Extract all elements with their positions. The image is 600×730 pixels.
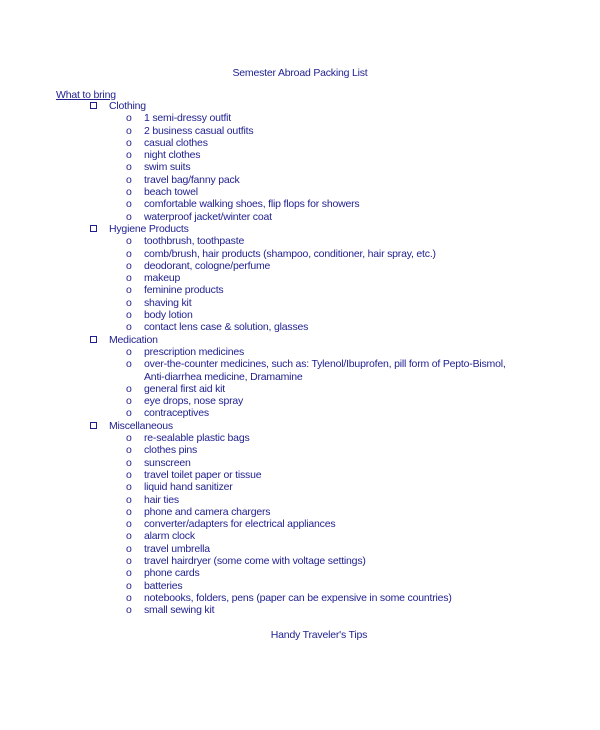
list-item	[0, 125, 600, 137]
list-item-text: contact lens case & solution, glasses	[144, 321, 309, 334]
bullet-marker: o	[126, 456, 132, 469]
list-item-text: phone cards	[144, 567, 200, 580]
bullet-marker: o	[126, 382, 132, 395]
list-item-text: liquid hand sanitizer	[144, 481, 233, 494]
bullet-marker: o	[126, 505, 132, 518]
list-item	[0, 407, 600, 419]
list-item-text: over-the-counter medicines, such as: Tylenol/Ibuprofen, pill form of Pepto-Bismol, Anti-diarrhea medicine, Dramamine	[144, 358, 506, 383]
list-item-text: toothbrush, toothpaste	[144, 235, 245, 248]
bullet-marker: o	[126, 395, 132, 408]
list-item-text: shaving kit	[144, 296, 192, 309]
category-heading	[0, 334, 600, 346]
bullet-marker: o	[126, 272, 132, 285]
bullet-marker: o	[126, 407, 132, 420]
list-item-text: beach towel	[144, 186, 198, 199]
list-item-text: travel hairdryer (some come with voltage settings)	[144, 554, 366, 567]
bullet-marker: o	[126, 432, 132, 445]
list-item	[0, 284, 600, 296]
bullet-marker: o	[126, 358, 132, 371]
category-label: Hygiene Products	[109, 222, 189, 235]
bullet-marker: o	[126, 124, 132, 137]
checkbox-square-icon	[90, 102, 97, 109]
bullet-marker: o	[126, 345, 132, 358]
list-item	[0, 383, 600, 395]
list-item-text: 1 semi-dressy outfit	[144, 112, 232, 125]
bullet-marker: o	[126, 591, 132, 604]
list-item-text: re-sealable plastic bags	[144, 432, 250, 445]
list-item	[0, 309, 600, 321]
category-heading	[0, 223, 600, 235]
list-item-text: makeup	[144, 272, 181, 285]
bullet-marker: o	[126, 518, 132, 531]
list-item-text: travel bag/fanny pack	[144, 173, 240, 186]
bullet-marker: o	[126, 149, 132, 162]
list-item	[0, 555, 600, 567]
list-item	[0, 297, 600, 309]
bullet-marker: o	[126, 493, 132, 506]
checkbox-square-icon	[90, 225, 97, 232]
list-item-text: clothes pins	[144, 444, 198, 457]
bullet-marker: o	[126, 284, 132, 297]
category-label: Miscellaneous	[109, 419, 173, 432]
list-item-text: feminine products	[144, 284, 224, 297]
list-item	[0, 198, 600, 210]
bullet-marker: o	[126, 481, 132, 494]
list-item-text: batteries	[144, 579, 183, 592]
list-item-text: alarm clock	[144, 530, 195, 543]
section-title: What to bring	[56, 89, 116, 101]
list-item-text: eye drops, nose spray	[144, 395, 244, 408]
list-item	[0, 395, 600, 407]
list-item-text: casual clothes	[144, 136, 208, 149]
bullet-marker: o	[126, 186, 132, 199]
list-item	[0, 149, 600, 161]
list-item	[0, 346, 600, 358]
list-item-text: deodorant, cologne/perfume	[144, 259, 271, 272]
list-item-text: waterproof jacket/winter coat	[144, 210, 272, 223]
bullet-marker: o	[126, 296, 132, 309]
list-item	[0, 543, 600, 555]
category-heading	[0, 420, 600, 432]
list-item	[0, 518, 600, 530]
category-heading	[0, 100, 600, 112]
list-item	[0, 457, 600, 469]
list-item	[0, 174, 600, 186]
list-item-text: travel toilet paper or tissue	[144, 468, 262, 481]
list-item	[0, 469, 600, 481]
list-item	[0, 321, 600, 333]
list-item-text: small sewing kit	[144, 604, 215, 617]
list-item	[0, 112, 600, 124]
checkbox-square-icon	[90, 336, 97, 343]
bullet-marker: o	[126, 309, 132, 322]
bullet-marker: o	[126, 173, 132, 186]
list-item-text: prescription medicines	[144, 345, 245, 358]
bullet-marker: o	[126, 198, 132, 211]
list-item	[0, 161, 600, 173]
bullet-marker: o	[126, 567, 132, 580]
bullet-marker: o	[126, 112, 132, 125]
list-item	[0, 580, 600, 592]
bullet-marker: o	[126, 210, 132, 223]
list-item	[0, 137, 600, 149]
packing-list	[0, 100, 600, 616]
bullet-marker: o	[126, 247, 132, 260]
list-item-text: travel umbrella	[144, 542, 210, 555]
list-item-text: contraceptives	[144, 407, 209, 420]
list-item	[0, 592, 600, 604]
list-item-text: comfortable walking shoes, flip flops for showers	[144, 198, 360, 211]
list-item	[0, 186, 600, 198]
list-item	[0, 494, 600, 506]
list-item	[0, 235, 600, 247]
list-item	[0, 604, 600, 616]
list-item	[0, 530, 600, 542]
checkbox-square-icon	[90, 422, 97, 429]
list-item-text: body lotion	[144, 309, 193, 322]
list-item-text: swim suits	[144, 161, 191, 174]
list-item	[0, 444, 600, 456]
bullet-marker: o	[126, 468, 132, 481]
list-item	[0, 358, 600, 383]
list-item-text: general first aid kit	[144, 382, 226, 395]
list-item-text: 2 business casual outfits	[144, 124, 254, 137]
list-item	[0, 432, 600, 444]
category-label: Clothing	[109, 100, 146, 112]
bullet-marker: o	[126, 161, 132, 174]
list-item-text: converter/adapters for electrical appliances	[144, 518, 336, 531]
list-item	[0, 211, 600, 223]
bullet-marker: o	[126, 579, 132, 592]
bullet-marker: o	[126, 604, 132, 617]
list-item	[0, 260, 600, 272]
bullet-marker: o	[126, 530, 132, 543]
list-item-text: notebooks, folders, pens (paper can be expensive in some countries)	[144, 591, 452, 604]
bullet-marker: o	[126, 136, 132, 149]
list-item	[0, 506, 600, 518]
bullet-marker: o	[126, 542, 132, 555]
list-item-text: phone and camera chargers	[144, 505, 271, 518]
category-label: Medication	[109, 333, 158, 346]
bullet-marker: o	[126, 235, 132, 248]
document-title: Semester Abroad Packing List	[232, 67, 368, 79]
bullet-marker: o	[126, 444, 132, 457]
list-item	[0, 248, 600, 260]
list-item-text: sunscreen	[144, 456, 191, 469]
bullet-marker: o	[126, 554, 132, 567]
list-item-text: night clothes	[144, 149, 201, 162]
list-item	[0, 272, 600, 284]
footer-heading: Handy Traveler's Tips	[270, 629, 368, 641]
list-item-text: hair ties	[144, 493, 179, 506]
list-item	[0, 481, 600, 493]
bullet-marker: o	[126, 259, 132, 272]
bullet-marker: o	[126, 321, 132, 334]
list-item	[0, 567, 600, 579]
list-item-text: comb/brush, hair products (shampoo, conditioner, hair spray, etc.)	[144, 247, 436, 260]
